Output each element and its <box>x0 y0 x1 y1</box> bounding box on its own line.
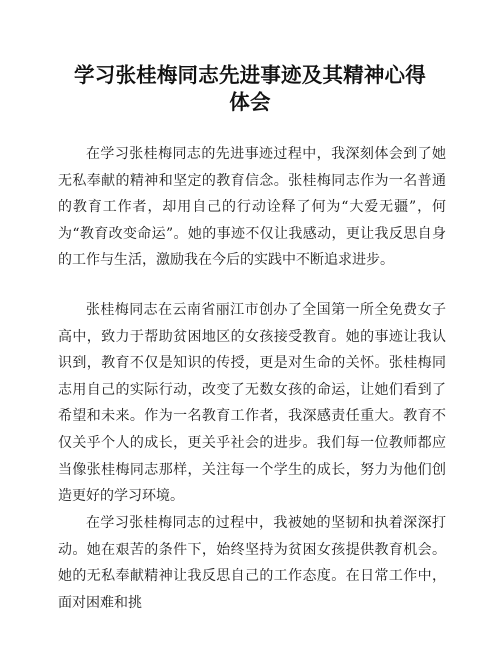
paragraph-3: 在学习张桂梅同志的过程中，我被她的坚韧和执着深深打动。她在艰苦的条件下，始终坚持为贫困女孩提供教育机会。她的无私奉献精神让我反思自己的工作态度。在日常工作中，面对困难和挑 <box>58 515 446 611</box>
paragraph-2: 张桂梅同志在云南省丽江市创办了全国第一所全免费女子高中，致力于帮助贫困地区的女孩接受教育。她的事迹让我认识到，教育不仅是知识的传授，更是对生命的关怀。张桂梅同志用自己的实际行动，改变了无数女孩的命运，让她们看到了希望和未来。作为一名教育工作者，我深感责任重大。教育不仅关乎个人的成长，更关乎社会的进步。我们每一位教师都应当像张桂梅同志那样，关注每一个学生的成长，努力为他们创造更好的学习环境。 <box>58 302 446 505</box>
paragraph-1: 在学习张桂梅同志的先进事迹过程中，我深刻体会到了她无私奉献的精神和坚定的教育信念。张桂梅同志作为一名普通的教育工作者，却用自己的行动诠释了何为“大爱无疆”，何为“教育改变命运”。她的事迹不仅让我感动，更让我反思自身的工作与生活，激励我在今后的实践中不断追求进步。 <box>58 146 446 269</box>
document-title: 学习张桂梅同志先进事迹及其精神心得体会 <box>74 63 426 114</box>
